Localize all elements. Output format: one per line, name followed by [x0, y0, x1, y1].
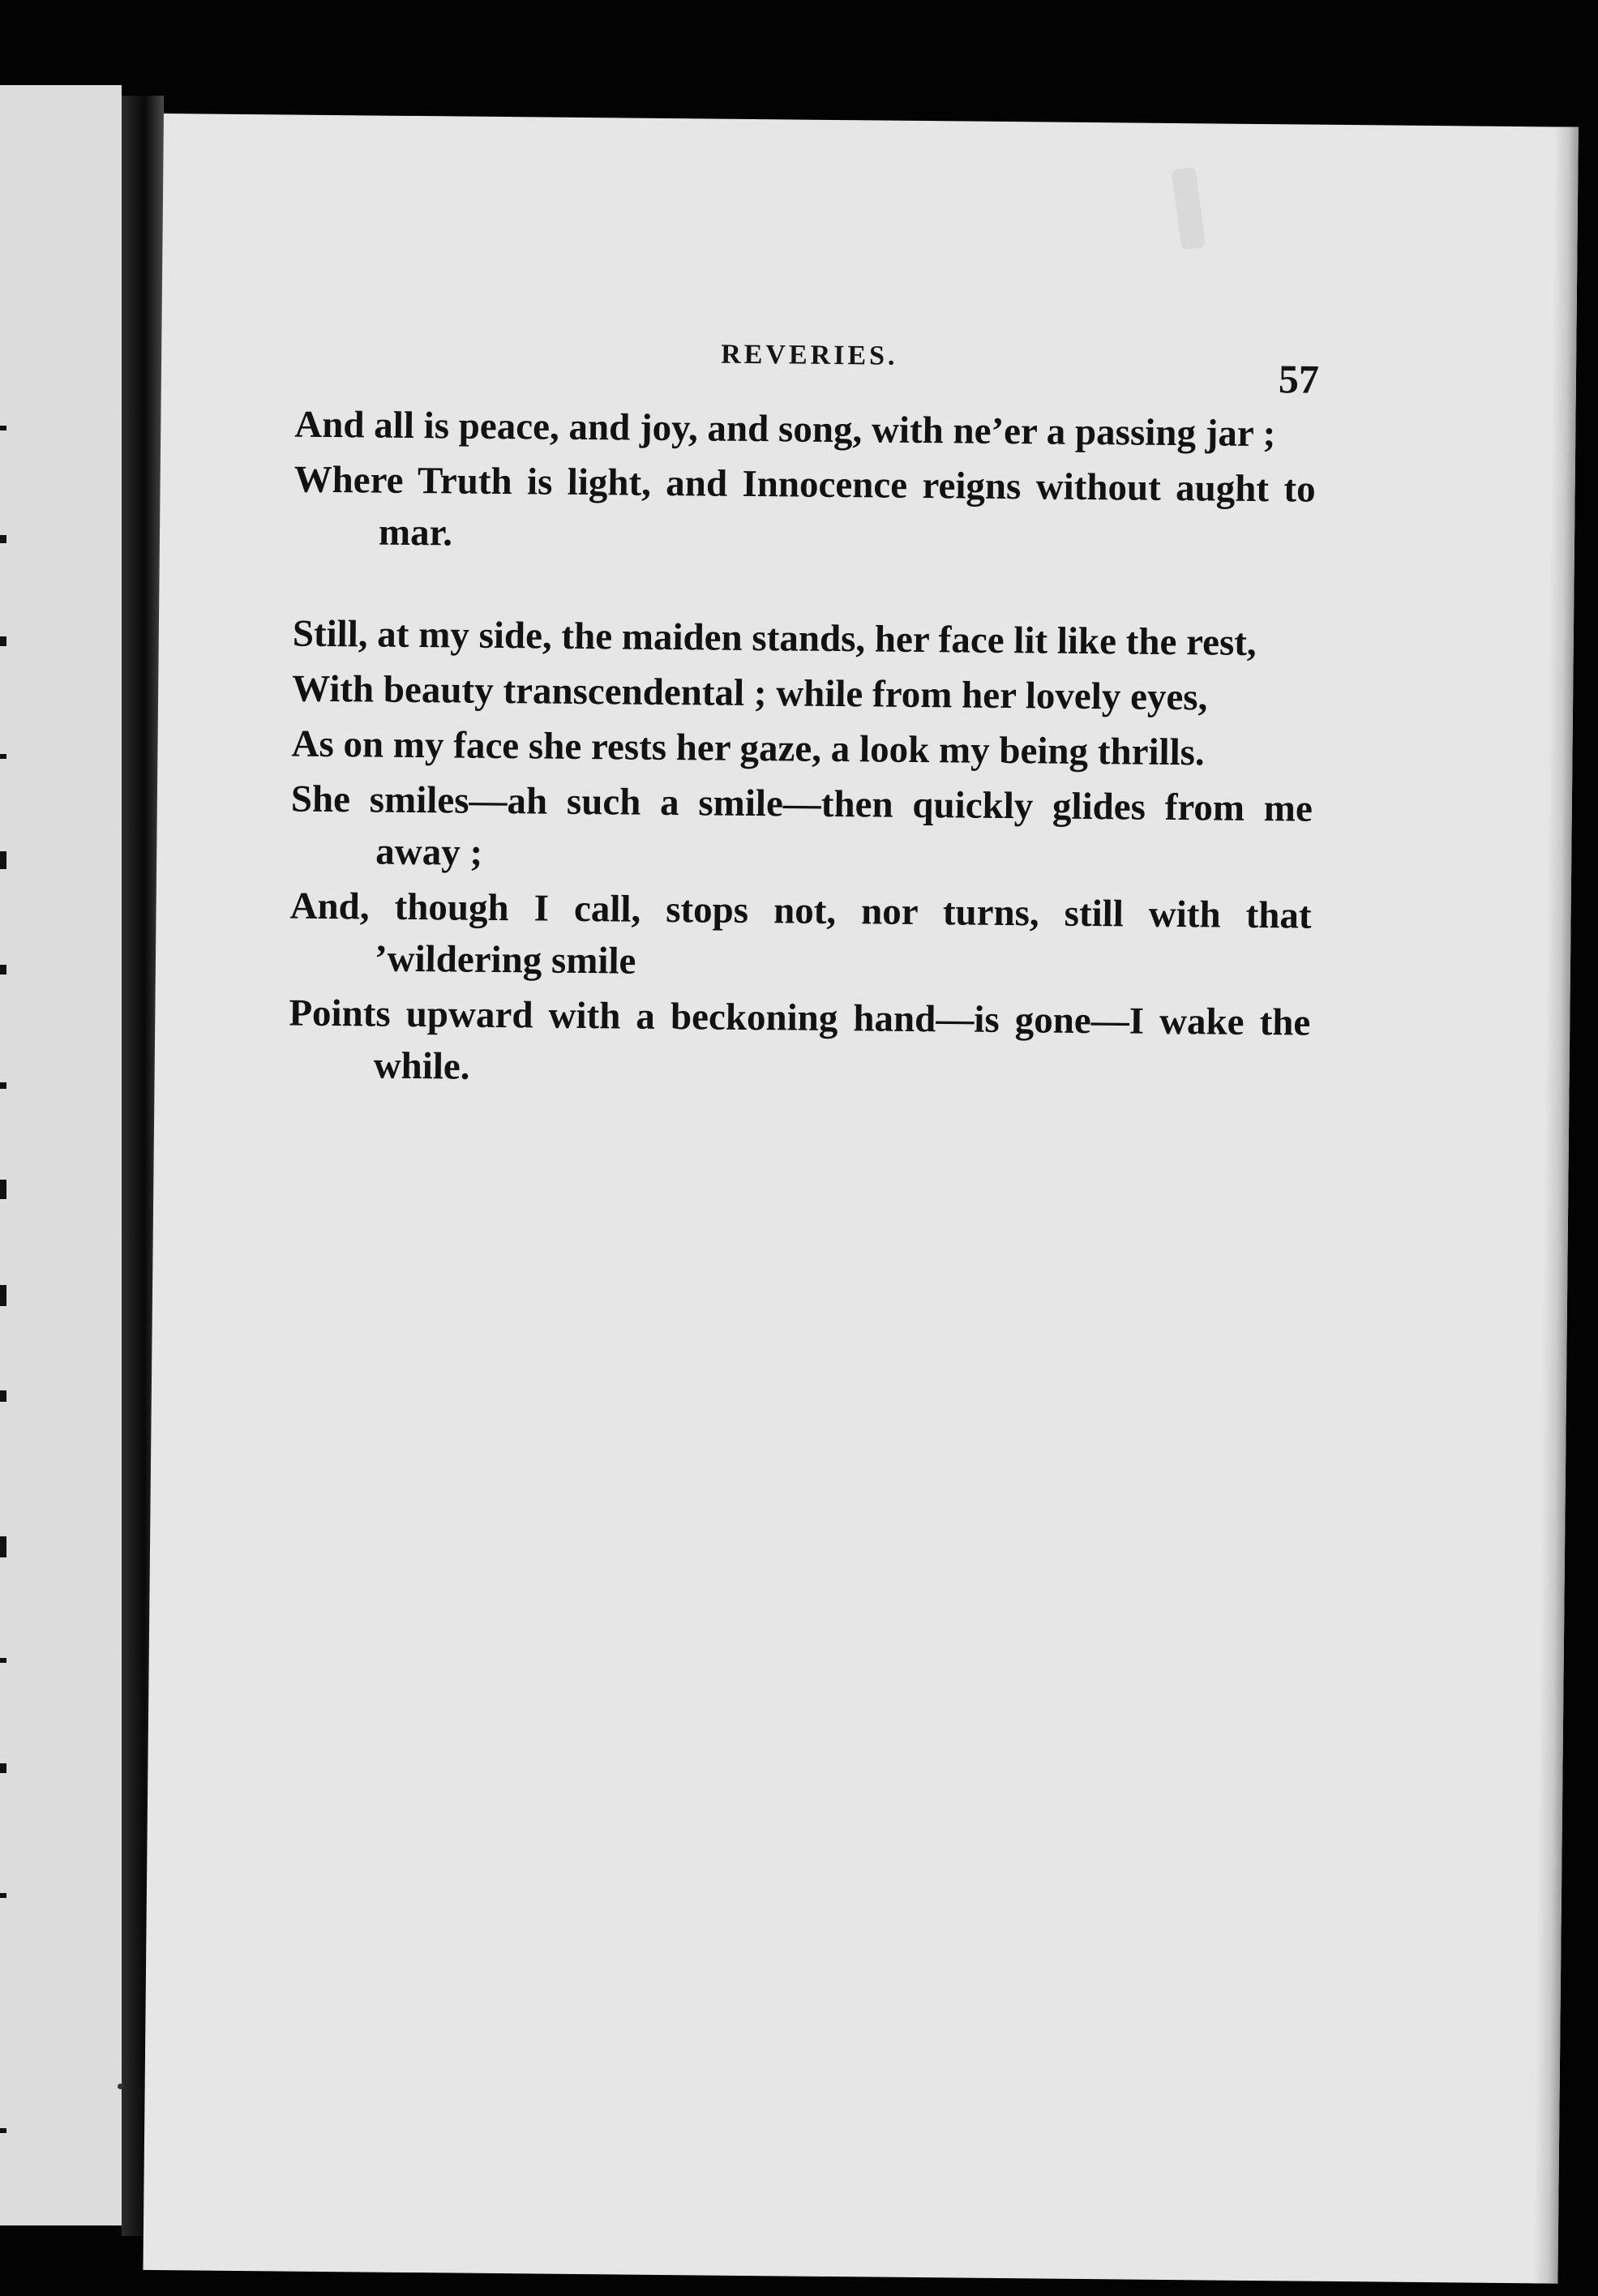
poem-line: She smiles—ah such a smile—then quickly glides from me away ; [290, 777, 1313, 874]
poem-line: As on my face she rests her gaze, a look my being thrills. [291, 722, 1205, 774]
poem-line: With beauty transcendental ; while from her lovely eyes, [291, 667, 1208, 719]
stanza-1 [293, 399, 1317, 568]
poem-line: Points upward with a beckoning hand—is gone—I wake the while. [289, 992, 1311, 1088]
poem-line: Where Truth is light, and Innocence reigns without aught to mar. [293, 458, 1316, 555]
book-page [143, 114, 1578, 2284]
poem-text [288, 399, 1316, 1104]
running-head: REVERIES. [721, 339, 898, 371]
paper-tab-mark [1172, 167, 1206, 251]
poem-line: And, though I call, stops not, nor turns, still with that ’wildering smile [289, 885, 1312, 983]
page-number: 57 [1278, 356, 1320, 402]
stanza-2 [288, 608, 1314, 1101]
poem-line: Still, at my side, the maiden stands, her face lit like the rest, [292, 612, 1257, 664]
speck [118, 2084, 123, 2089]
adjacent-page-edge [0, 85, 122, 2225]
poem-line: And all is peace, and joy, and song, with ne’er a passing jar ; [294, 403, 1276, 456]
page-edge-shadow [1533, 126, 1579, 2283]
